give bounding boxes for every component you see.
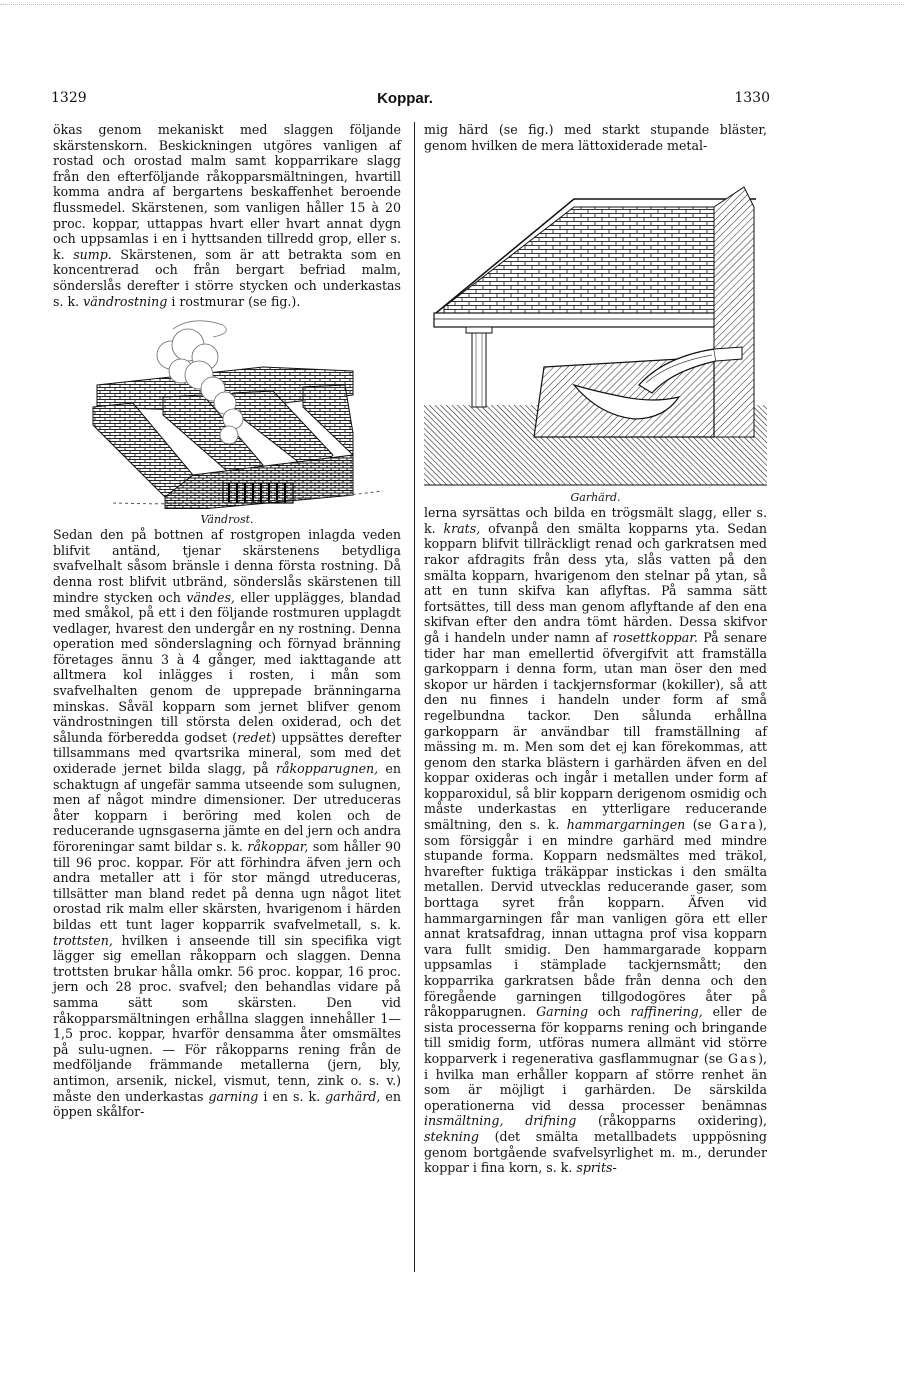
- term-rakopparugnen: råkopparugnen,: [275, 761, 379, 777]
- term-garning: garning: [208, 1088, 259, 1104]
- term-hammargarningen: hammargarningen: [566, 817, 686, 833]
- page-header: [40, 90, 770, 112]
- page-number-left: 1329: [51, 90, 87, 106]
- text-run: eller de sista processerna för kopparns rening och bringande till smidig form, utföras numera allmänt vid större kopparverk i regenerativa gasflammugnar (se: [424, 1004, 767, 1066]
- right-column: [424, 122, 767, 1176]
- text-run: som håller 90 till 96 proc. koppar. För att förhindra äfven jern och andra metaller att i för stor mängd utreduceras, tillsätter man bland redet på denna ugn något litet orostad rik malm eller skärsten, hvarigenom i härden bildas ett tunt lager kopparrik svafvelmetall, s. k.: [53, 839, 401, 932]
- term-stekning: stekning: [424, 1128, 479, 1144]
- term-vandes: vändes,: [186, 589, 235, 605]
- term-insmaltning: insmältning,: [424, 1113, 504, 1129]
- column-divider: [414, 122, 415, 1272]
- figure-garhard: [424, 157, 767, 487]
- text-run: På senare tider har man emellertid öfvergifvit att framställa garkopparn i denna form, utan man öser den med skopor ur härden i tackjernsformar (kokiller), så att den nu finnes i handeln under form af små regelbundna tackor. Den sålunda erhållna garkopparn är användbar till framställning af mässing m. m. Men som det ej kan förekommas, att genom den starka blästern i garhärden äfven en del koppar oxideras och ingår i metallen under form af kopparoxidul, så blir kopparn derigenom osmidig och måste underkastas en ytterligare reducerande smältning, den s. k.: [424, 629, 767, 833]
- paragraph: [424, 505, 767, 1176]
- left-column: [53, 122, 401, 1120]
- term-redet: redet: [237, 729, 272, 745]
- term-garhard: garhärd,: [325, 1088, 381, 1104]
- figure-caption-vandrost: Vändrost.: [200, 513, 254, 527]
- term-vandrostning: vändrostning: [83, 293, 168, 309]
- text-run: (råkopparns oxidering),: [576, 1113, 767, 1129]
- text-run: lerna syrsättas och bilda en trögsmält slagg, eller s. k.: [424, 505, 767, 536]
- text-run: i en s. k.: [258, 1088, 326, 1104]
- term-drifning: drifning: [525, 1113, 577, 1129]
- text-run: ), som försiggår i en mindre garhärd med mindre stupande forma. Kopparn nedsmältes med träkol, hvarefter fuktiga träkäppar instickas i den smälta metallen. Dervid utvecklas reducerande gaser, som borttaga syret från kopparn. Äfven vid hammargarningen får man vanligen göra ett eller annat kratsafdrag, innan uttagna prof visa kopparn vara fullt smidig. Den hammargarade kopparn uppsamlas i stämplade tackjernsmått; den kopparrika garkratsen både från denna och den föregående garningen tillgodogöres åter på råkopparugnen.: [424, 817, 767, 1020]
- text-run: (se: [685, 817, 719, 833]
- text-run: hvilken i anseende till sin specifika vigt lägger sig emellan råkopparn och slaggen. Denna trottsten brukar hålla omkr. 56 proc. koppar, 16 proc. jern och 28 proc. svafvel; den behandlas vidare på samma sätt som skärsten. Den vid råkopparsmältningen erhållna slaggen innehåller 1—1,5 proc. koppar, hvarför densamma åter omsmältes på sulu-ugnen. — För råkopparns rening från de medföljande främmande metallerna (jern, bly, antimon, arsenik, nickel, vismut, tenn, zink o. s. v.) måste den underkastas: [53, 932, 401, 1104]
- paragraph: [53, 527, 401, 1120]
- text-run: Sedan den på bottnen af rostgropen inlagda veden blifvit antänd, tjenar skärstenens betydliga svafvelhalt såsom bränsle i denna första rostning. Då denna rost blifvit utbränd, sönderslås skärstenen till mindre stycken och: [53, 527, 401, 605]
- cross-ref-gas: Gas: [728, 1050, 759, 1066]
- term-trottsten: trottsten,: [53, 932, 113, 948]
- text-run: en öppen skålfor-: [53, 1088, 401, 1120]
- text-run: Skärstenen, som är att betrakta som en koncentrerad och från bergart befriad malm, sönderslås derefter i större stycken och underkastas s. k.: [53, 246, 402, 309]
- refining-hearth-illustration: [424, 157, 767, 487]
- term-garning: Garning: [536, 1004, 589, 1020]
- roasting-stall-illustration: [53, 315, 401, 509]
- text-run: ) uppsättes derefter tillsammans med qvartsrika mineral, som med det oxiderade jernet bilda slagg, på: [53, 729, 401, 777]
- text-run: i rostmurar (se fig.).: [167, 293, 301, 309]
- term-sprits: sprits-: [576, 1160, 617, 1176]
- term-rakoppar: råkoppar,: [247, 839, 309, 854]
- cross-ref-gara: Gara: [718, 817, 759, 833]
- term-rosettkoppar: rosettkoppar.: [612, 629, 698, 645]
- text-run: ), i hvilka man erhåller kopparn af större renhet än som är möjligt i garhärden. De särskilda operationerna vid dessa processer benämnas: [424, 1050, 767, 1113]
- text-run: och: [588, 1004, 631, 1020]
- figure-vandrost: [53, 315, 401, 509]
- term-raffinering: raffinering,: [630, 1004, 703, 1020]
- text-run: (det smälta metallbadets upppösning genom bortgående svafvelsyrlighet m. m., derunder koppar i fina korn, s. k.: [424, 1128, 767, 1176]
- figure-caption-garhard: Garhärd.: [570, 491, 621, 505]
- term-sump: sump.: [73, 246, 112, 262]
- paragraph: [53, 122, 401, 309]
- paragraph: mig härd (se fig.) med starkt stupande bläster, genom hvilken de mera lättoxiderade metal-: [424, 122, 767, 153]
- text-run: ökas genom mekaniskt med slaggen följande skärstenskorn. Beskickningen utgöres vanligen af rostad och orostad malm samt kopparrikare slagg från den efterföljande råkopparsmältningen, hvartill komma andra af bergartens beskaffenhet beroende flussmedel. Skärstenen, som vanligen håller 15 à 20 proc. koppar, uttappas hvart eller hvart annat dygn och uppsamlas i en i hyttsanden tillredd grop, eller s. k.: [53, 122, 401, 262]
- text-run: ofvanpå den smälta kopparns yta. Sedan kopparn blifvit tillräckligt renad och garkratsen med rakor afdragits från dess yta, slås vatten på den smälta kopparn, hvarigenom den stelnar på ytan, så att en tunn skifva kan aflyftas. På samma sätt fortsättes, till dess man genom aflyftande af den ena skifvan efter den andra tömt härden. Dessa skifvor gå i handeln under namn af: [424, 520, 768, 645]
- text-run: eller upplägges, blandad med småkol, på ett i den följande rostmuren upplagdt vedlager, hvarest den undergår en ny rostning. Denna operation med sönderslagning och förnyad bränning företages ännu 3 à 4 gånger, med iakttagande att alltmera kol inlägges i rosten, i mån som svafvelhalten genom de upprepade bränningarna minskas. Såväl kopparn som jernet blifver genom vändrostningen till största delen oxiderad, och det sålunda förberedda godset (: [53, 589, 401, 745]
- text-run: en schaktugn af ungefär samma utseende som sulugnen, men af något mindre dimensioner. Der utreduceras åter kopparn i beröring med kolen och de reducerande ugnsgaserna jämte en del jern och andra föroreningar samt bildar s. k.: [53, 761, 401, 854]
- page-number-right: 1330: [734, 90, 770, 106]
- top-dotted-rule: [0, 4, 904, 5]
- running-title: Koppar.: [377, 90, 433, 107]
- term-krats: krats,: [443, 520, 481, 536]
- text-run: [503, 1113, 525, 1128]
